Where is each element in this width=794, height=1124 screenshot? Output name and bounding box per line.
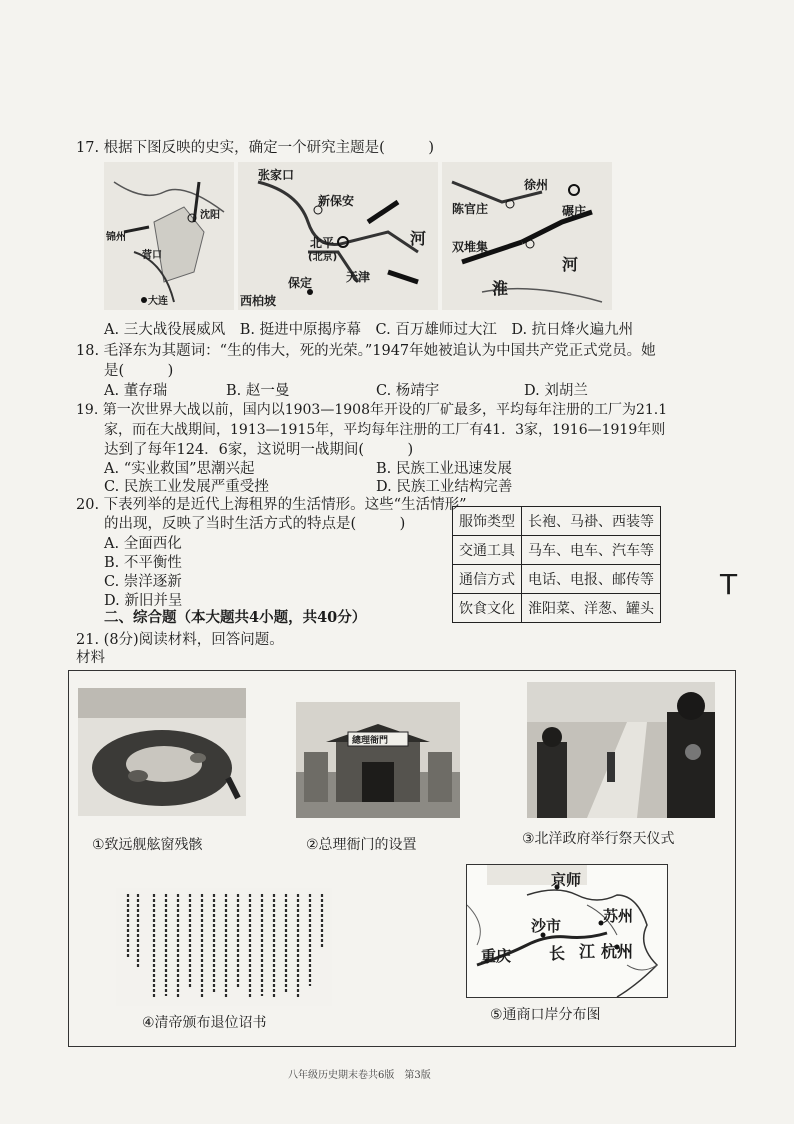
material-label: 材料 xyxy=(76,650,105,666)
table-cell: 长袍、马褂、西装等 xyxy=(522,507,661,536)
q19-line2: 家，而在大战期间，1913—1915年，平均每年注册的工厂有41．3家，1916—1919年则 xyxy=(104,422,666,438)
map-label-he-north: 河 xyxy=(410,229,427,248)
map-label-baoding: 保定 xyxy=(288,276,313,290)
q21-stem: 21. (8分)阅读材料，回答问题。 xyxy=(76,632,284,648)
caption-treaty-port-map: ⑤通商口岸分布图 xyxy=(490,1007,601,1023)
table-cell: 淮阳菜、洋葱、罐头 xyxy=(522,594,661,623)
caption-abdication-edict: ④清帝颁布退位诏书 xyxy=(142,1015,267,1031)
q17-options: A. 三大战役展威风 B. 挺进中原揭序幕 C. 百万雄师过大江 D. 抗日烽火遍九州 xyxy=(104,322,634,338)
map-pingjin-drawing xyxy=(238,162,438,310)
q19-option-d: D. 民族工业结构完善 xyxy=(376,479,513,495)
porthole-photo xyxy=(78,688,246,816)
table-row xyxy=(453,507,661,536)
port-label-jingshi: 京师 xyxy=(551,871,582,889)
map-label-beijing: (北京) xyxy=(308,252,338,263)
porthole-drawing xyxy=(78,688,246,816)
q20-line1: 20. 下表列举的是近代上海租界的生活情形。这些“生活情形” xyxy=(76,497,467,513)
port-label-hangzhou: 杭州 xyxy=(601,942,634,961)
map-label-xuzhou: 徐州 xyxy=(524,178,549,192)
port-label-shashi: 沙市 xyxy=(531,917,562,935)
map-label-xinbaoan: 新保安 xyxy=(318,194,355,208)
q20-option-a: A. 全面西化 xyxy=(104,536,182,552)
caption-porthole: ①致远舰舷窗残骸 xyxy=(92,837,203,853)
ceremony-photo xyxy=(527,682,715,818)
margin-mark: T xyxy=(720,568,738,601)
map-label-shuangduiji: 双堆集 xyxy=(452,240,489,254)
q17-map-pingjin xyxy=(238,162,438,310)
q20-line2: 的出现，反映了当时生活方式的特点是( ) xyxy=(104,516,406,532)
zongli-yamen-photo xyxy=(296,702,460,818)
q18-option-d: D. 刘胡兰 xyxy=(524,383,588,399)
q18-stem-line1: 18. 毛泽东为其题词：“生的伟大，死的光荣。”1947年她被追认为中国共产党正式党员。她 xyxy=(76,343,656,359)
map-label-yingkou: 营口 xyxy=(142,250,162,261)
map-label-xibaipo: 西柏坡 xyxy=(240,294,277,308)
table-cell: 饮食文化 xyxy=(453,594,522,623)
map-label-jinzhou: 锦州 xyxy=(106,232,126,243)
map-label-shenyang: 沈阳 xyxy=(200,210,220,221)
table-row xyxy=(453,594,661,623)
table-cell: 服饰类型 xyxy=(453,507,522,536)
q18-option-a: A. 董存瑞 xyxy=(104,383,168,399)
table-row xyxy=(453,536,661,565)
port-label-chang: 长 xyxy=(549,944,566,963)
map-label-he-south: 河 xyxy=(562,255,579,274)
q18-stem-line2: 是( ) xyxy=(104,363,174,379)
port-label-chongqing: 重庆 xyxy=(481,947,512,965)
q19-option-c: C. 民族工业发展严重受挫 xyxy=(104,479,269,495)
map-label-chenguanzhuang: 陈官庄 xyxy=(452,202,489,216)
gate-drawing xyxy=(296,702,460,818)
q19-line1: 19. 第一次世界大战以前，国内以1903—1908年开设的厂矿最多，平均每年注册的工厂为21.1 xyxy=(76,402,668,418)
gate-plaque-text: 總理衙門 xyxy=(352,736,389,746)
q17-stem: 17. 根据下图反映的史实，确定一个研究主题是( ) xyxy=(76,140,434,156)
ceremony-drawing xyxy=(527,682,715,818)
caption-zongli-yamen: ②总理衙门的设置 xyxy=(306,837,417,853)
map-label-beiping: 北平 xyxy=(310,236,335,250)
q17-map-liaoshen xyxy=(104,162,234,310)
q19-line3: 达到了每年124．6家，这说明一战期间( ) xyxy=(104,442,414,458)
q19-option-a: A. “实业救国”思潮兴起 xyxy=(104,461,255,477)
q20-option-c: C. 崇洋逐新 xyxy=(104,574,182,590)
q18-option-c: C. 杨靖宇 xyxy=(376,383,440,399)
section-title: 二、综合题（本大题共4小题，共40分） xyxy=(104,609,367,626)
treaty-port-map xyxy=(466,864,668,998)
map-label-zhangjiakou: 张家口 xyxy=(258,168,295,182)
q20-option-d: D. 新旧并呈 xyxy=(104,593,183,609)
map-label-huai: 淮 xyxy=(492,279,509,298)
map-label-dalian: 大连 xyxy=(148,296,168,307)
caption-ceremony: ③北洋政府举行祭天仪式 xyxy=(522,831,675,847)
q19-option-b: B. 民族工业迅速发展 xyxy=(376,461,512,477)
table-cell: 通信方式 xyxy=(453,565,522,594)
table-row xyxy=(453,565,661,594)
map-label-tianjin: 天津 xyxy=(346,270,371,284)
map-label-nianzhuang: 碾庄 xyxy=(562,204,587,218)
port-label-jiang: 江 xyxy=(579,942,596,961)
port-label-suzhou: 苏州 xyxy=(603,907,634,925)
table-cell: 马车、电车、汽车等 xyxy=(522,536,661,565)
table-cell: 交通工具 xyxy=(453,536,522,565)
q18-option-b: B. 赵一曼 xyxy=(226,383,290,399)
page-footer: 八年级历史期末卷共6版 第3版 xyxy=(288,1070,431,1081)
q20-option-b: B. 不平衡性 xyxy=(104,555,182,571)
abdication-edict-photo xyxy=(116,888,332,1006)
table-cell: 电话、电报、邮传等 xyxy=(522,565,661,594)
q20-table xyxy=(452,506,661,623)
edict-drawing xyxy=(116,888,332,1006)
q17-map-huaihai xyxy=(442,162,612,310)
